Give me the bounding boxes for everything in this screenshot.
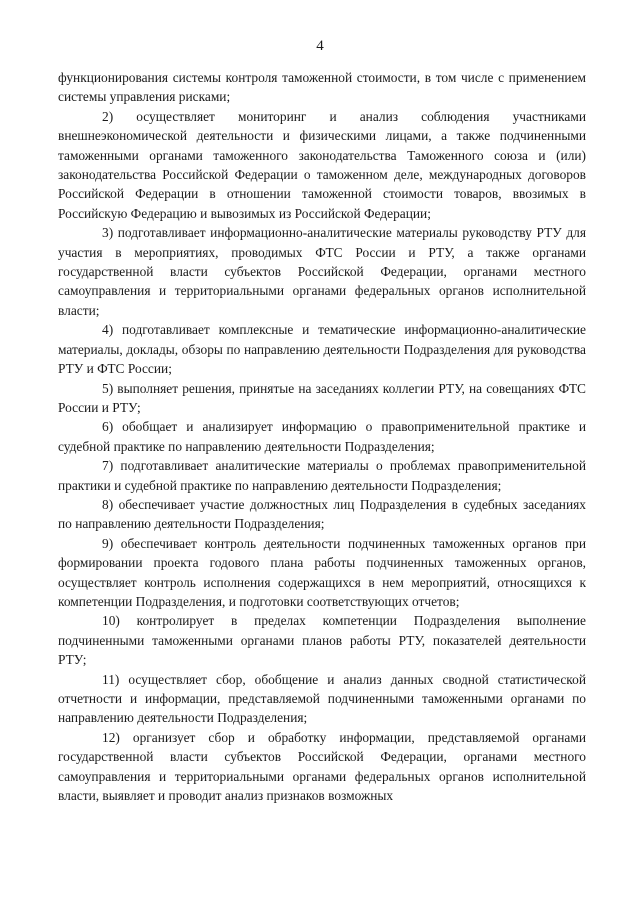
- document-body: [58, 68, 586, 805]
- paragraph-item-5: 5) выполняет решения, принятые на заседаниях коллегии РТУ, на совещаниях ФТС России и РТУ;: [58, 380, 586, 415]
- paragraph-item-12: 12) организует сбор и обработку информации, представляемой органами государственной власти субъектов Российской Федерации, органами местного самоуправления и территориальными органами федеральных органов исполнительной власти, выявляет и проводит анализ признаков возможных: [58, 729, 586, 804]
- paragraph-item-4: 4) подготавливает комплексные и тематические информационно-аналитические материалы, доклады, обзоры по направлению деятельности Подразделения для руководства РТУ и ФТС России;: [58, 322, 586, 377]
- paragraph-item-7: 7) подготавливает аналитические материалы о проблемах правоприменительной практики и судебной практике по направлению деятельности Подразделения;: [58, 458, 586, 493]
- paragraph-item-6: 6) обобщает и анализирует информацию о правоприменительной практике и судебной практике по направлению деятельности Подразделения;: [58, 419, 586, 454]
- paragraph-item-11: 11) осуществляет сбор, обобщение и анализ данных сводной статистической отчетности и информации, представляемой подчиненными таможенными органами по направлению деятельности Подразделения;: [58, 671, 586, 726]
- page-number: 4: [316, 38, 324, 54]
- paragraph-item-2: 2) осуществляет мониторинг и анализ соблюдения участниками внешнеэкономической деятельности и физическими лицами, а также подчиненными таможенными органами таможенного законодательства Таможенного союза и (или) законодательства Российской Федерации о таможенном деле, международных договоров Российской Федерации в отношении таможенной стоимости товаров, ввозимых в Российскую Федерацию и вывозимых из Российской Федерации;: [58, 108, 586, 221]
- paragraph-item-3: 3) подготавливает информационно-аналитические материалы руководству РТУ для участия в мероприятиях, проводимых ФТС России и РТУ, а также органами государственной власти субъектов Российской Федерации, органами местного самоуправления и территориальными органами федеральных органов исполнительной власти;: [58, 225, 586, 318]
- paragraph-item-9: 9) обеспечивает контроль деятельности подчиненных таможенных органов при формировании проекта годового плана работы подчиненных таможенных органов, осуществляет контроль исполнения содержащихся в нем мероприятий, относящихся к компетенции Подразделения, и подготовки соответствующих отчетов;: [58, 535, 586, 609]
- paragraph-item-10: 10) контролирует в пределах компетенции Подразделения выполнение подчиненными таможенными органами планов работы РТУ, показателей деятельности РТУ;: [58, 613, 586, 668]
- paragraph-continuation: функционирования системы контроля таможенной стоимости, в том числе с применением системы управления рисками;: [58, 70, 586, 105]
- paragraph-item-8: 8) обеспечивает участие должностных лиц Подразделения в судебных заседаниях по направлению деятельности Подразделения;: [58, 496, 586, 532]
